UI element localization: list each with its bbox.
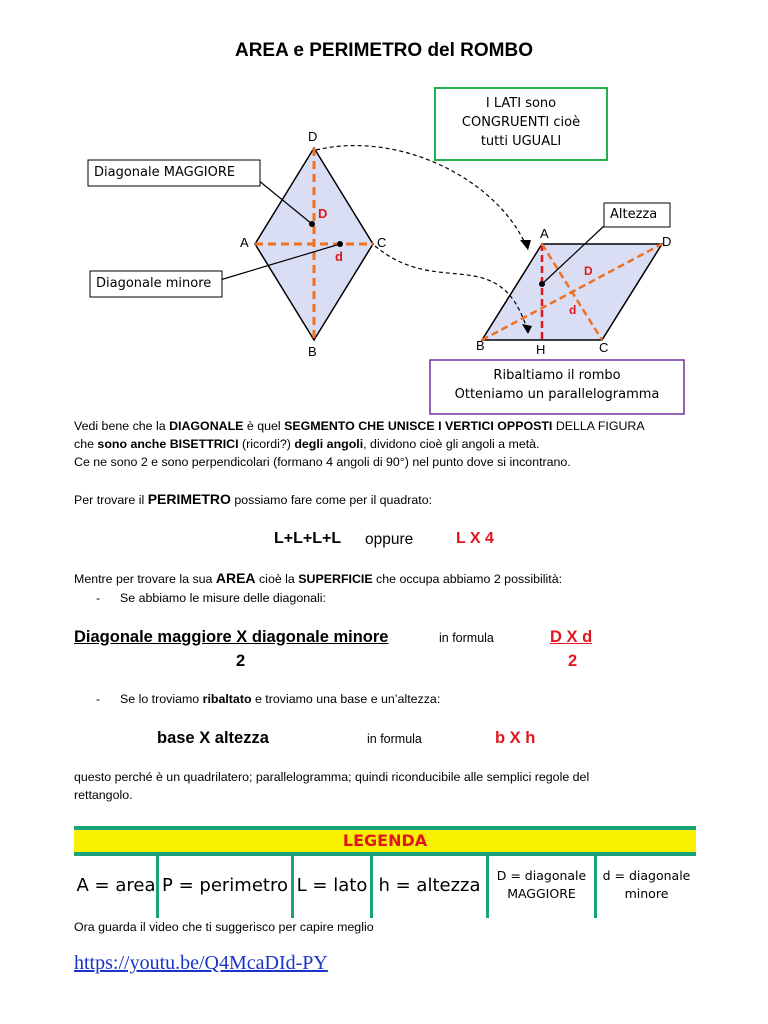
text: questo perché è un quadrilatero; parallelogramma; quindi riconducibile alle semplici regole del (74, 770, 590, 784)
perimetro-formula-alt: L X 4 (456, 530, 494, 547)
text-bold: ribaltato (202, 692, 252, 706)
legend-diag-minore (597, 852, 696, 918)
text: (ricordi?) (238, 437, 295, 451)
bullet-dash-1: - (96, 591, 101, 605)
in-formula-label-2: in formula (367, 732, 422, 746)
bullet-ribaltato (120, 692, 440, 706)
ribalt-line2: Otteniamo un parallelogramma (454, 387, 660, 402)
bullet-diagonali: Se abbiamo le misure delle diagonali: (120, 591, 326, 605)
diagonal-formula: Diagonale maggiore X diagonale minore (74, 628, 389, 646)
text: minore (624, 886, 669, 901)
para-minor-mark: d (569, 303, 577, 317)
text: che (74, 437, 98, 451)
video-link[interactable]: https://youtu.be/Q4McaDId-PY (74, 952, 328, 974)
text: Se lo troviamo (120, 692, 203, 706)
perimetro-intro (74, 490, 432, 509)
vertex-A-label: A (240, 235, 249, 250)
major-diag-mark: D (318, 206, 328, 221)
text: MAGGIORE (507, 886, 576, 901)
text: cioè la (255, 572, 299, 586)
ribaltiamo-note (430, 366, 684, 404)
text-bold: degli angoli (294, 437, 364, 451)
text: possiamo fare come per il quadrato: (230, 493, 433, 507)
para-vertex-C: C (599, 340, 609, 355)
text-bold: sono anche BISETTRICI (97, 437, 239, 451)
lati-line1: I LATI sono (485, 96, 557, 111)
legend-diag-maggiore (489, 852, 594, 918)
text: DELLA FIGURA (552, 419, 645, 433)
label-diagonale-maggiore: Diagonale MAGGIORE (94, 165, 236, 180)
label-altezza: Altezza (610, 207, 658, 222)
text: e troviamo una base e un’altezza: (251, 692, 441, 706)
text-bold: SEGMENTO CHE UNISCE I VERTICI OPPOSTI (284, 419, 553, 433)
para-vertex-H: H (536, 342, 546, 357)
lati-line2: CONGRUENTI cioè (461, 115, 581, 130)
diagonal-formula-denominator: 2 (236, 652, 246, 670)
text: rettangolo. (74, 788, 133, 802)
para-vertex-A: A (540, 226, 549, 241)
para-vertex-D: D (662, 234, 672, 249)
bullet-dash-2: - (96, 692, 101, 706)
label-diagonale-minore: Diagonale minore (96, 276, 212, 291)
oppure-text: oppure (365, 531, 414, 548)
dxd-formula: D X d (550, 628, 593, 646)
diagonal-paragraph (74, 417, 645, 471)
minor-diag-mark: d (335, 249, 343, 264)
bxh-formula: b X h (495, 729, 536, 747)
lati-note (435, 94, 607, 151)
vertex-C-label: C (377, 235, 387, 250)
text: , dividono cioè gli angoli a metà. (363, 437, 540, 451)
text: Vedi bene che la (74, 419, 170, 433)
legend-altezza: h = altezza (378, 874, 481, 896)
perimetro-formula: L+L+L+L (274, 530, 342, 547)
text: Per trovare il (74, 493, 148, 507)
video-text: Ora guarda il video che ti suggerisco per capire meglio (74, 920, 374, 934)
legend-lato: L = lato (296, 874, 368, 896)
lati-line3: tutti UGUALI (480, 134, 562, 149)
text: è quel (243, 419, 285, 433)
text: Ce ne sono 2 e sono perpendicolari (formano 4 angoli di 90°) nel punto dove si incontrano. (74, 455, 571, 469)
vertex-D-label: D (308, 129, 318, 144)
para-major-mark: D (584, 264, 593, 278)
base-formula: base X altezza (157, 729, 269, 747)
text-bold: SUPERFICIE (298, 572, 373, 586)
legend-area: A = area (76, 874, 156, 896)
text: Mentre per trovare la sua (74, 572, 216, 586)
legend-perimetro: P = perimetro (162, 874, 288, 896)
text: d = diagonale (602, 868, 691, 883)
text: che occupa abbiamo 2 possibilità: (372, 572, 563, 586)
text-bold: AREA (215, 570, 256, 586)
page-title: AREA e PERIMETRO del ROMBO (234, 40, 534, 61)
text-bold: DIAGONALE (169, 419, 244, 433)
para-vertex-B: B (476, 338, 485, 353)
text: D = diagonale (496, 868, 587, 883)
text-bold: PERIMETRO (147, 491, 231, 507)
vertex-B-label: B (308, 344, 317, 359)
ribalt-line1: Ribaltiamo il rombo (493, 368, 621, 383)
area-intro (74, 569, 562, 588)
closing-paragraph (74, 768, 589, 804)
in-formula-label-1: in formula (439, 631, 494, 645)
legend-title: LEGENDA (342, 831, 428, 850)
dxd-denominator: 2 (568, 652, 578, 670)
